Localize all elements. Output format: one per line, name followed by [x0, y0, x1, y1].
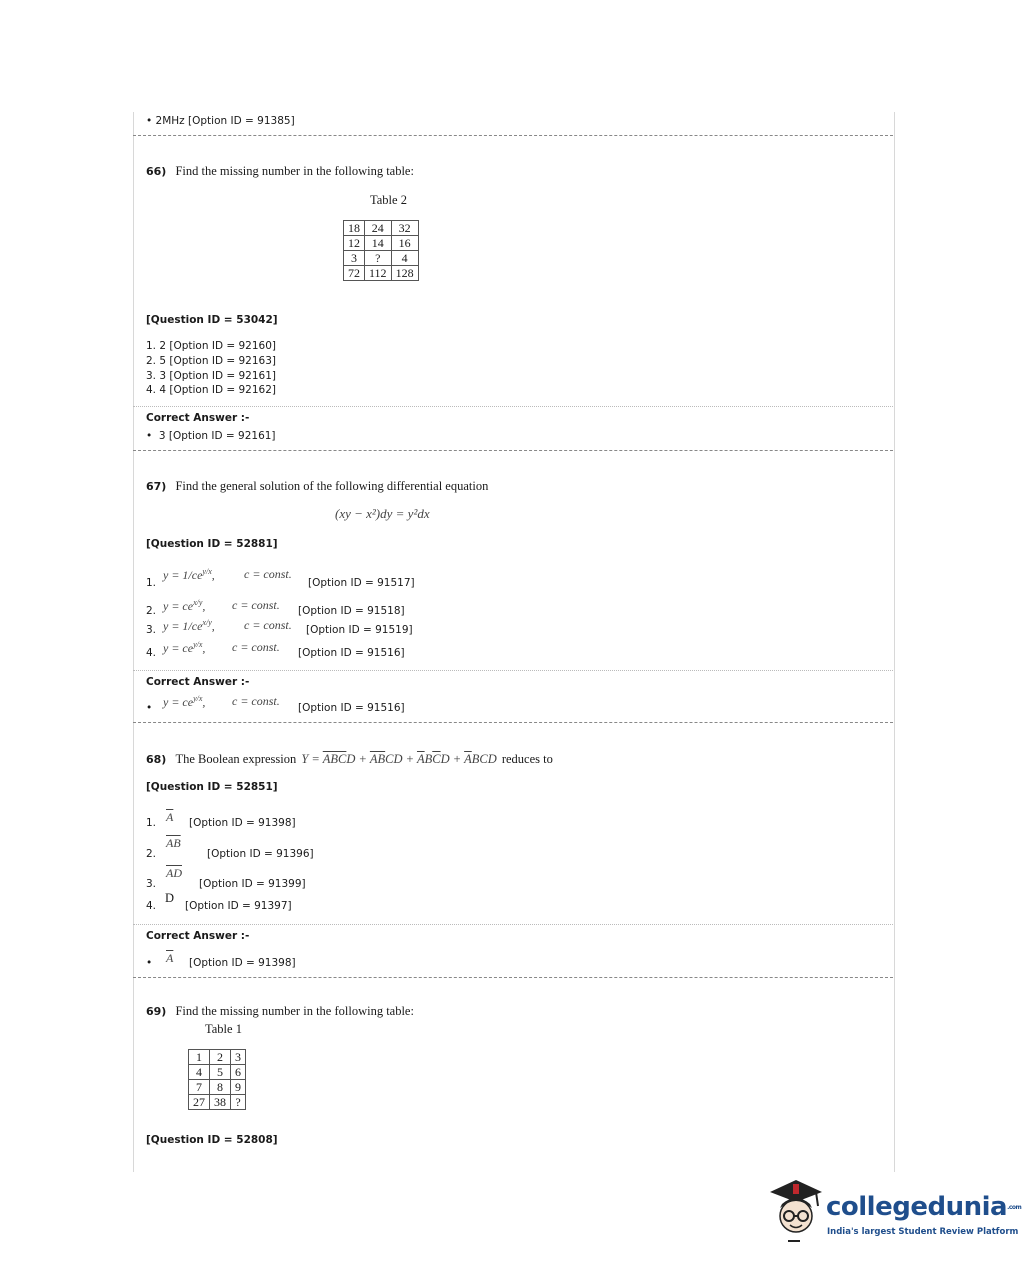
- divider: [133, 450, 893, 451]
- correct-expression: $y = ce^{y/x}$,: [163, 694, 206, 709]
- table-1: 1 2 3 4 5 6 7 8 9 27 38 ?: [188, 1049, 246, 1110]
- option-id: [Option ID = 91399]: [199, 878, 306, 890]
- question-69: 69) Find the missing number in the following table:: [146, 1004, 414, 1018]
- brand-tagline: India's largest Student Review Platform: [827, 1227, 1019, 1237]
- option-number: 4.: [146, 900, 157, 912]
- correct-expression: $\overline{A}$: [166, 951, 174, 965]
- correct-bullet: •: [146, 957, 153, 969]
- option-id: [Option ID = 91519]: [306, 624, 413, 636]
- option-constant: c = const.: [232, 598, 280, 612]
- option-number: 1.: [146, 817, 157, 829]
- option-id: [Option ID = 91518]: [298, 605, 405, 617]
- option-expression: $\overline{AD}$: [166, 866, 182, 880]
- option-number: 4.: [146, 647, 157, 659]
- option-constant: c = const.: [244, 618, 292, 632]
- option-id: [Option ID = 91397]: [185, 900, 292, 912]
- option-number: 3.: [146, 624, 157, 636]
- question-id: [Question ID = 52881]: [146, 538, 278, 550]
- option-number: 2.: [146, 605, 157, 617]
- option-id: [Option ID = 91517]: [308, 577, 415, 589]
- table-title: Table 1: [205, 1022, 242, 1036]
- option-expression: $y = 1/ce^{x/y}$,: [163, 618, 215, 633]
- question-id: [Question ID = 53042]: [146, 314, 278, 326]
- table-2: 18 24 32 12 14 16 3 ? 4 72 112 128: [343, 220, 419, 281]
- divider: [133, 670, 893, 671]
- option-expression: $\overline{A}$: [166, 810, 174, 824]
- option-number: 3.: [146, 878, 157, 890]
- correct-constant: c = const.: [232, 694, 280, 708]
- question-67: 67) Find the general solution of the following differential equation: [146, 479, 489, 493]
- option-constant: c = const.: [244, 567, 292, 581]
- equation: (xy − x²)dy = y²dx: [335, 506, 430, 521]
- option: 3. 3 [Option ID = 92161]: [146, 369, 277, 382]
- divider: [133, 924, 893, 925]
- option-number: 2.: [146, 848, 157, 860]
- option-expression: $y = ce^{x/y}$,: [163, 598, 206, 613]
- divider: [133, 977, 893, 978]
- correct-answer-label: Correct Answer :-: [146, 412, 250, 424]
- question-id: [Question ID = 52808]: [146, 1134, 278, 1146]
- question-id: [Question ID = 52851]: [146, 781, 278, 793]
- prev-answer: • 2MHz [Option ID = 91385]: [146, 115, 295, 127]
- correct-answer-label: Correct Answer :-: [146, 676, 250, 688]
- option: 1. 2 [Option ID = 92160]: [146, 340, 277, 352]
- boolean-expression: $Y = \overline{ABC}D + \overline{AB}CD + \overline{A}B\overline{C}D + \overline{A}BCD$: [301, 752, 497, 766]
- mascot-logo-icon: [766, 1178, 826, 1248]
- divider: [133, 406, 893, 407]
- brand-name: collegedunia.com: [826, 1192, 1022, 1222]
- table-title: Table 2: [370, 193, 407, 207]
- option-expression: D: [165, 891, 175, 905]
- question-68: 68) The Boolean expression $Y = \overline{ABC}D + \overline{AB}CD + \overline{A}B\overline{C}D + \overline{A}BCD$ reduces to: [146, 752, 553, 766]
- divider: [133, 135, 893, 136]
- correct-answer: [Option ID = 91398]: [189, 957, 296, 969]
- option-id: [Option ID = 91398]: [189, 817, 296, 829]
- divider: [133, 722, 893, 723]
- option-expression: $y = 1/ce^{y/x}$,: [163, 567, 215, 582]
- correct-answer: • 3 [Option ID = 92161]: [146, 430, 276, 442]
- option-id: [Option ID = 91516]: [298, 647, 405, 659]
- correct-answer-label: Correct Answer :-: [146, 930, 250, 942]
- option-constant: c = const.: [232, 640, 280, 654]
- options-list: [146, 339, 276, 398]
- question-66: 66) Find the missing number in the following table:: [146, 164, 414, 178]
- option-expression: $y = ce^{y/x}$,: [163, 640, 206, 655]
- correct-bullet: •: [146, 702, 153, 714]
- correct-answer: [Option ID = 91516]: [298, 702, 405, 714]
- option-number: 1.: [146, 577, 157, 589]
- option: 4. 4 [Option ID = 92162]: [146, 384, 277, 397]
- option-id: [Option ID = 91396]: [207, 848, 314, 860]
- option-expression: $\overline{AB}$: [166, 836, 181, 850]
- option: 2. 5 [Option ID = 92163]: [146, 354, 277, 367]
